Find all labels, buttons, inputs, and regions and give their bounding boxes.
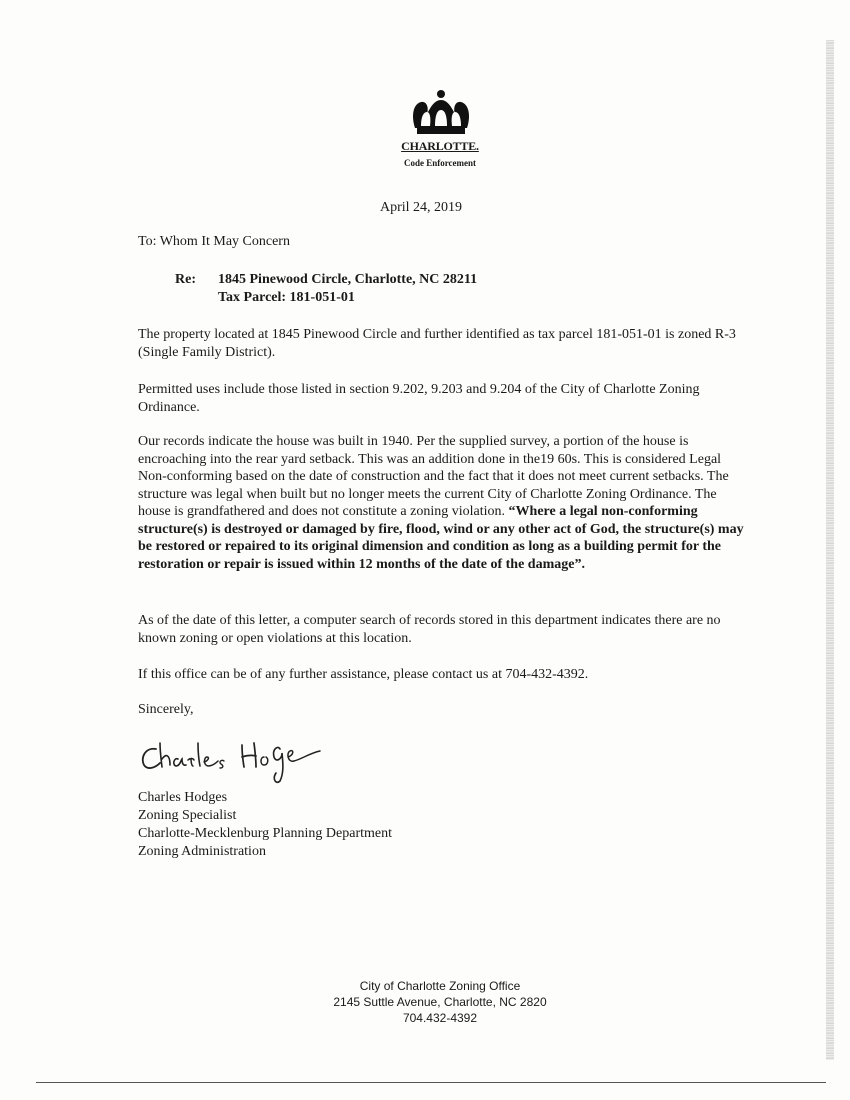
paragraph-search-results: As of the date of this letter, a computer search of records stored in this department indicates there are no known zoning or open violations at this location. bbox=[138, 613, 721, 646]
crown-icon bbox=[405, 88, 477, 138]
signer-name: Charles Hodges bbox=[138, 790, 228, 805]
letter-date: April 24, 2019 bbox=[380, 200, 463, 215]
signer-title: Zoning Specialist bbox=[138, 808, 237, 823]
paragraph-records-text: Our records indicate the house was built in 1940. Per the supplied survey, a portion of the house is encroaching into the rear yard setback. This was an addition done in the19 60s. This is considered Legal Non-conforming based on the date of construction and the fact that it does not meet current setbacks. The structure was legal when built but no longer meets the current City of Charlotte Zoning Ordinance. The house is grandfathered and does not constitute a zoning violation. bbox=[138, 434, 729, 519]
paragraph-records-quote: “Where a legal non-conforming structure(s) is destroyed or damaged by fire, flood, wind or any other act of God, the structure(s) may be restored or repaired to its original dimension and condition as long as a building permit for the restoration or repair is issued within 12 months of the date of the damage”. bbox=[138, 504, 744, 572]
scan-bottom-edge bbox=[36, 1082, 826, 1083]
letterhead-organization: CHARLOTTE. bbox=[401, 139, 479, 153]
handwritten-signature bbox=[138, 735, 338, 785]
signer-division: Zoning Administration bbox=[138, 844, 266, 859]
paragraph-records bbox=[138, 433, 750, 573]
paragraph-contact: If this office can be of any further assistance, please contact us at 704-432-4392. bbox=[138, 667, 589, 682]
letterhead-department: Code Enforcement bbox=[403, 158, 477, 168]
footer-phone: 704.432-4392 bbox=[402, 1011, 478, 1025]
charlotte-crown-logo bbox=[405, 88, 477, 143]
paragraph-zoning: The property located at 1845 Pinewood Circle and further identified as tax parcel 181-051-01 is zoned R-3 (Single Family District). bbox=[138, 327, 736, 360]
re-tax-parcel: Tax Parcel: 181-051-01 bbox=[218, 290, 355, 305]
footer-office: City of Charlotte Zoning Office bbox=[359, 979, 521, 993]
paragraph-permitted-uses: Permitted uses include those listed in section 9.202, 9.203 and 9.204 of the City of Charlotte Zoning Ordinance. bbox=[138, 382, 700, 415]
re-label: Re: bbox=[175, 272, 196, 287]
footer-block bbox=[300, 978, 580, 1026]
salutation: To: Whom It May Concern bbox=[138, 234, 290, 249]
scan-edge bbox=[826, 40, 834, 1060]
re-address: 1845 Pinewood Circle, Charlotte, NC 28211 bbox=[218, 272, 478, 287]
closing: Sincerely, bbox=[138, 702, 194, 717]
signer-department: Charlotte-Mecklenburg Planning Department bbox=[138, 826, 393, 841]
footer-address: 2145 Suttle Avenue, Charlotte, NC 2820 bbox=[333, 995, 547, 1009]
